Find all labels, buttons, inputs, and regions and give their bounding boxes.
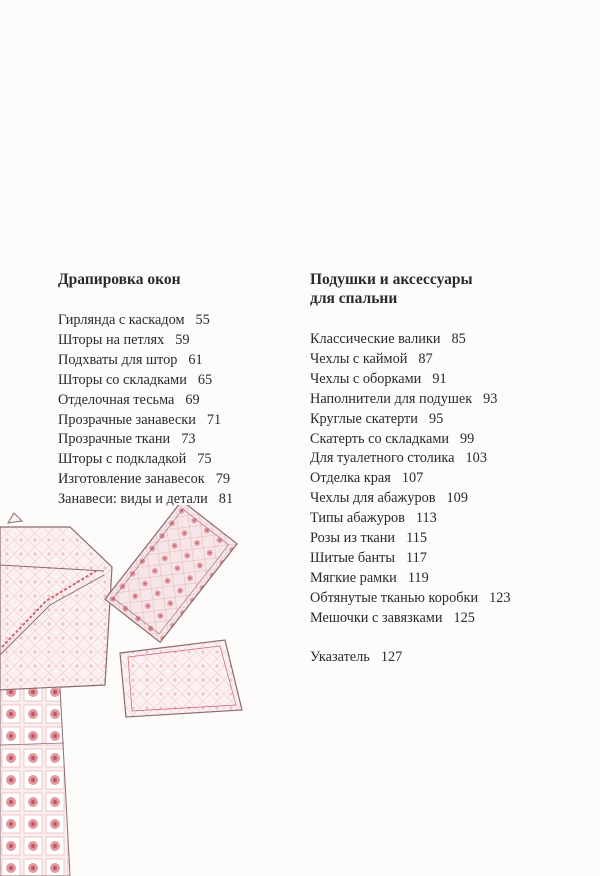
toc-entry[interactable] (310, 410, 580, 430)
toc-entry-label: Шторы на петлях (58, 331, 165, 348)
toc-entry-page: 73 (181, 431, 196, 448)
section-title-line: Подушки и аксессуары (310, 271, 473, 288)
toc-entry-page: 87 (418, 350, 433, 367)
toc-entry-page: 81 (218, 491, 234, 508)
toc-entry[interactable] (310, 509, 580, 529)
pouch-tiles-bottom (0, 687, 70, 876)
toc-entry[interactable] (58, 430, 288, 450)
toc-entry-label: Классические валики (310, 331, 441, 347)
section-title-line: для спальни (310, 290, 398, 307)
toc-entry-label: Отделка края (310, 470, 391, 487)
fabric-envelopes-illustration (0, 505, 270, 876)
toc-entry[interactable] (310, 390, 580, 410)
toc-entry[interactable] (310, 350, 580, 370)
toc-entry-label: Скатерть со складками (310, 430, 450, 447)
toc-entry[interactable] (58, 331, 288, 351)
toc-entry-label: Прозрачные ткани (58, 431, 171, 448)
toc-entry-page: 93 (483, 390, 498, 407)
toc-entry-label: Занавеси: виды и детали (58, 491, 208, 508)
toc-entry-page: 107 (401, 470, 424, 487)
toc-list-right (310, 330, 580, 629)
toc-right-column (310, 270, 580, 668)
toc-entry-label: Отделочная тесьма (58, 391, 175, 408)
toc-list-left (58, 311, 288, 510)
toc-entry[interactable] (310, 469, 580, 489)
toc-entry-label: Шторы со складками (58, 371, 187, 388)
toc-entry-page: 65 (197, 371, 213, 388)
envelope-light-center (120, 640, 242, 717)
toc-entry-page: 69 (185, 391, 200, 408)
toc-entry[interactable] (58, 450, 288, 470)
toc-entry-label: Чехлы с оборками (310, 370, 422, 387)
toc-entry-label: Наполнители для подушек (310, 390, 473, 407)
toc-entry-label: Обтянутые тканью коробки (310, 589, 479, 606)
toc-entry-label: Мешочки с завязками (310, 609, 443, 626)
toc-entry-label: Изготовление занавесок (58, 471, 205, 488)
toc-entry-page: 109 (446, 490, 468, 507)
toc-entry[interactable] (310, 609, 580, 629)
envelope-floral-tilted (105, 505, 237, 642)
toc-entry-page: 79 (215, 471, 231, 488)
toc-index-entry[interactable] (310, 648, 580, 668)
toc-entry-page: 117 (405, 549, 427, 566)
toc-entry-page: 125 (453, 609, 475, 626)
toc-entry-page: 59 (175, 331, 190, 348)
section-title-pillows-bedroom (310, 270, 580, 308)
toc-entry-page: 123 (489, 589, 511, 606)
toc-entry[interactable] (310, 489, 580, 509)
toc-entry-label: Чехлы для абажуров (310, 490, 436, 507)
toc-entry-label: Мягкие рамки (310, 569, 397, 586)
toc-entry-page: 91 (432, 370, 447, 387)
toc-entry-label: Круглые скатерти (310, 410, 418, 427)
toc-entry-label: Прозрачные занавески (58, 411, 196, 428)
toc-entry-label: Подхваты для штор (58, 351, 178, 368)
toc-entry-label: Шитые банты (310, 549, 395, 566)
toc-entry-page: 71 (206, 411, 222, 428)
toc-entry-page: 61 (188, 351, 203, 368)
toc-entry[interactable] (310, 330, 580, 350)
toc-entry-label: Для туалетного столика (310, 450, 455, 467)
toc-entry[interactable] (310, 549, 580, 569)
toc-entry[interactable] (58, 470, 288, 490)
toc-entry-page: 95 (428, 410, 444, 427)
toc-entry[interactable] (310, 529, 580, 549)
toc-entry-label: Типы абажуров (310, 510, 405, 527)
toc-entry[interactable] (310, 370, 580, 390)
envelope-large-left (0, 527, 112, 690)
toc-entry[interactable] (58, 371, 288, 391)
toc-entry-page: 103 (465, 450, 487, 467)
toc-entry-page: 113 (415, 510, 437, 527)
toc-entry[interactable] (58, 411, 288, 431)
toc-entry-label: Чехлы с каймой (310, 350, 408, 367)
toc-entry-label: Гирлянда с каскадом (58, 312, 185, 328)
toc-entry-page: 115 (406, 530, 427, 547)
toc-entry[interactable] (58, 311, 288, 331)
toc-left-column (58, 270, 288, 510)
toc-entry-page: 75 (197, 451, 212, 468)
toc-entry[interactable] (310, 449, 580, 469)
envelope-tab (8, 513, 22, 523)
section-title-window-drapery: Драпировка окон (58, 271, 181, 288)
toc-entry[interactable] (58, 351, 288, 371)
toc-entry-page: 85 (451, 331, 466, 347)
toc-entry-page: 99 (460, 430, 475, 447)
toc-entry-page: 119 (407, 569, 429, 586)
toc-entry[interactable] (310, 430, 580, 450)
toc-entry-label: Указатель (310, 648, 370, 665)
toc-entry[interactable] (310, 569, 580, 589)
toc-entry-page: 55 (195, 312, 210, 328)
toc-entry-page: 127 (380, 648, 403, 665)
toc-entry-label: Шторы с подкладкой (58, 451, 187, 468)
toc-entry-label: Розы из ткани (310, 530, 396, 547)
toc-entry[interactable] (310, 589, 580, 609)
toc-entry[interactable] (58, 391, 288, 411)
